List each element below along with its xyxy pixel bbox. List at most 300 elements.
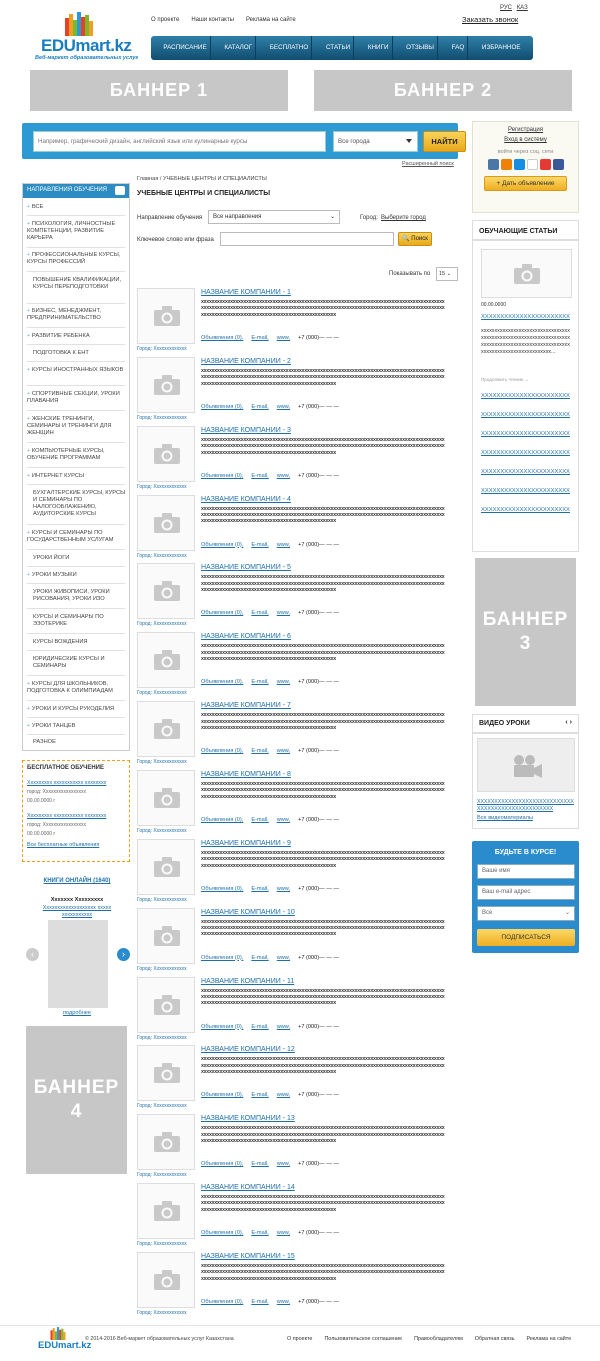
footer-link-ads[interactable]: Реклама на сайте	[526, 1336, 572, 1342]
city-select-value: Все города	[338, 138, 370, 145]
company-card	[137, 495, 457, 564]
company-name[interactable]: НАЗВАНИЕ КОМПАНИИ - 5	[201, 564, 291, 572]
category-item[interactable]: + КУРСЫ ИНОСТРАННЫХ ЯЗЫКОВ	[27, 367, 127, 374]
company-ads-link[interactable]: Объявления (0),	[201, 335, 244, 341]
top-link-contacts[interactable]: Наши контакты	[191, 17, 234, 23]
company-ads-link[interactable]: Объявления (0),	[201, 472, 244, 479]
company-links	[201, 886, 339, 892]
company-description: xxxxxxxxxxxxxxxxxxxxxxxxxxxxxxxxxxxxxxxxxxxxxxxxxxxxxxxxxxxxxxxxxxxxxxxxxxxxxxxxxxxxxxxxxxxxxxxxxxxxxxxxxxxxxxxxxxxxxxxxxxxxxxxxxxxxxxxxxxxxxxxxxxxxxxxxxxxxxxxxxxxxxxxxxxxxxxxxxxxxxxxxxxxxxxxxxxxxxxxxxxxxxxxxxxxxxxxxxxxxxxxxxxxxxxxxxxx	[201, 1125, 445, 1144]
book-author: Хxxxxxx Хxxxxxxxx	[50, 897, 104, 903]
company-city-label: Город:	[137, 1034, 154, 1041]
company-city-value[interactable]: Хxxxxxxxxxxxx	[153, 759, 187, 766]
facebook-icon[interactable]	[553, 159, 564, 170]
company-email-link[interactable]: E-mail,	[251, 1092, 269, 1099]
yandex-icon[interactable]	[540, 159, 551, 170]
company-card	[137, 288, 457, 357]
lang-rus[interactable]: РУС	[500, 5, 513, 11]
company-www-link[interactable]: www,	[276, 1023, 291, 1030]
company-www-link[interactable]: www,	[276, 885, 291, 892]
company-name[interactable]: НАЗВАНИЕ КОМПАНИИ - 9	[201, 839, 291, 847]
per-page-label: Показывать по	[389, 271, 431, 277]
company-photo[interactable]	[137, 977, 195, 1033]
city-label: Город:	[360, 215, 378, 221]
category-item[interactable]: ПОВЫШЕНИЕ КВАЛИФИКАЦИИ, КУРСЫ ПЕРЕПОДГОТОВКИ	[33, 277, 122, 290]
camera-icon	[153, 1131, 181, 1153]
company-photo[interactable]	[137, 288, 195, 344]
company-city-value[interactable]: Хxxxxxxxxxxxx	[153, 827, 187, 834]
mailru-icon[interactable]	[514, 159, 525, 170]
company-city-value[interactable]: Хxxxxxxxxxxxx	[153, 346, 187, 352]
footer-link-feedback[interactable]: Обратная связь	[474, 1336, 515, 1342]
company-email-link[interactable]: E-mail,	[251, 816, 269, 823]
banner-3[interactable]: БАННЕР 3	[475, 558, 576, 706]
company-ads-link[interactable]: Объявления (0),	[201, 885, 244, 892]
google-icon[interactable]	[527, 159, 538, 170]
company-name[interactable]: НАЗВАНИЕ КОМПАНИИ - 15	[201, 1252, 295, 1260]
company-links	[201, 473, 339, 479]
nav-free[interactable]: БЕСПЛАТНО	[267, 36, 313, 60]
article-date: 00.00.0000	[481, 302, 507, 308]
camera-icon	[153, 787, 181, 809]
register-link[interactable]: Регистрация	[507, 127, 544, 133]
company-name[interactable]: НАЗВАНИЕ КОМПАНИИ - 8	[201, 770, 291, 778]
company-city	[137, 415, 187, 421]
video-arrows-icon[interactable]: ‹ ›	[565, 719, 572, 726]
company-phone: +7 (000)— — —	[298, 335, 339, 341]
company-city	[137, 346, 187, 352]
category-item[interactable]: УРОКИ ЖИВОПИСИ, УРОКИ РИСОВАНИЯ, УРОКИ ИЗО	[33, 589, 110, 602]
company-city-label: Город:	[137, 621, 154, 628]
company-ads-link[interactable]: Объявления (0),	[201, 954, 244, 961]
company-phone: +7 (000)— — —	[298, 541, 339, 548]
company-city	[137, 1241, 187, 1247]
books-logo-icon	[49, 1326, 67, 1340]
odnoklassniki-icon[interactable]	[501, 159, 512, 170]
article-link[interactable]: XXXXXXXXXXXXXXXXXXXXXXX	[481, 431, 570, 437]
company-city-label: Город:	[137, 414, 154, 421]
company-city-value[interactable]: Хxxxxxxxxxxxx	[153, 690, 187, 697]
company-city-value[interactable]: Хxxxxxxxxxxxx	[153, 621, 187, 628]
article-excerpt: xxxxxxxxxxxxxxxxxxxxxxxxxxxxxxxxxxxxxxxxxxxxxxxxxxxxxxxxxxxxxxxxxxxxxxxxxxxxxxxxxxxxxxxxxxxxxxxxxxxxxxxxxxxxxxxxxxxxxxxxxxxxx...	[481, 328, 570, 355]
auth-box	[472, 121, 579, 213]
company-card	[137, 563, 457, 632]
camera-icon	[153, 512, 181, 534]
company-email-link[interactable]: E-mail,	[251, 748, 269, 755]
login-link[interactable]: Вход в систему	[504, 137, 547, 143]
company-name[interactable]: НАЗВАНИЕ КОМПАНИИ - 1	[201, 289, 291, 296]
book-more-link[interactable]: подробнее	[62, 1010, 92, 1016]
company-city-label: Город:	[137, 965, 154, 972]
free-item-date: 00.00.0000 г	[27, 798, 56, 804]
company-www-link[interactable]: www,	[276, 679, 291, 686]
company-email-link[interactable]: E-mail,	[251, 954, 269, 961]
keyword-label: Ключевое слово или фраза	[137, 237, 214, 243]
subscribe-select-value: Все	[482, 910, 493, 916]
direction-select[interactable]	[208, 210, 340, 224]
email-field[interactable]: Ваш e-mail адрес	[477, 885, 575, 900]
company-phone: +7 (000)— — —	[298, 1092, 339, 1099]
articles-widget	[472, 220, 579, 552]
social-login-label: войти через соц. сети	[497, 149, 554, 155]
company-photo[interactable]	[137, 1045, 195, 1101]
company-links	[201, 542, 339, 548]
search-bar	[22, 123, 458, 159]
company-city-value[interactable]: Хxxxxxxxxxxxx	[153, 552, 187, 559]
nav-schedule[interactable]: РАСПИСАНИЕ	[160, 36, 210, 60]
category-sidebar	[22, 183, 130, 751]
company-card	[137, 1183, 457, 1252]
company-photo[interactable]	[137, 1114, 195, 1170]
category-item[interactable]: ЮРИДИЧЕСКИЕ КУРСЫ И СЕМИНАРЫ	[33, 656, 105, 669]
company-ads-link[interactable]: Объявления (0),	[201, 1230, 244, 1237]
per-page-select[interactable]: 15 ⌄	[436, 267, 458, 281]
camera-icon	[153, 925, 181, 947]
company-card	[137, 1045, 457, 1114]
company-photo[interactable]	[137, 426, 195, 482]
company-name[interactable]: НАЗВАНИЕ КОМПАНИИ - 12	[201, 1046, 295, 1054]
free-education-box	[22, 760, 130, 862]
company-photo[interactable]	[137, 563, 195, 619]
nav-books[interactable]: КНИГИ	[365, 36, 393, 60]
company-ads-link[interactable]: Объявления (0),	[201, 541, 244, 548]
nav-favorites[interactable]: ИЗБРАННОЕ	[481, 44, 521, 51]
company-city-value[interactable]: Хxxxxxxxxxxxx	[153, 1241, 187, 1248]
company-card	[137, 908, 457, 977]
company-city-label: Город:	[137, 827, 154, 834]
video-title-bar	[473, 715, 578, 734]
company-ads-link[interactable]: Объявления (0),	[201, 1298, 244, 1305]
search-button[interactable]: НАЙТИ	[423, 131, 466, 152]
company-ads-link[interactable]: Объявления (0),	[201, 679, 244, 686]
free-item-title[interactable]: Хxxxxxxxx xxxxxxxxxxx xxxxxxxx	[27, 813, 107, 819]
article-link[interactable]: XXXXXXXXXXXXXXXXXXXXXXX	[481, 450, 570, 456]
per-page-value: 15	[439, 271, 446, 277]
next-arrow-icon[interactable]: ›	[117, 948, 130, 961]
company-phone: +7 (000)— — —	[298, 1023, 339, 1030]
company-email-link[interactable]: E-mail,	[251, 679, 269, 686]
company-photo[interactable]	[137, 1252, 195, 1308]
company-email-link[interactable]: E-mail,	[251, 403, 269, 410]
company-links	[201, 1161, 339, 1167]
company-email-link[interactable]: E-mail,	[251, 610, 269, 617]
company-photo[interactable]	[137, 632, 195, 688]
camera-icon	[153, 1200, 181, 1222]
company-ads-link[interactable]: Объявления (0),	[201, 610, 244, 617]
company-description: xxxxxxxxxxxxxxxxxxxxxxxxxxxxxxxxxxxxxxxxxxxxxxxxxxxxxxxxxxxxxxxxxxxxxxxxxxxxxxxxxxxxxxxxxxxxxxxxxxxxxxxxxxxxxxxxxxxxxxxxxxxxxxxxxxxxxxxxxxxxxxxxxxxxxxxxxxxxxxxxxxxxxxxxxxxxxxxxxxxxxxxxxxxxxxxxxxxxxxxxxxxxxxxxxxxxxxxxxxxxxxxxxxxxxxxxxxx	[201, 436, 445, 456]
company-email-link[interactable]: E-mail,	[251, 472, 269, 479]
company-description: xxxxxxxxxxxxxxxxxxxxxxxxxxxxxxxxxxxxxxxxxxxxxxxxxxxxxxxxxxxxxxxxxxxxxxxxxxxxxxxxxxxxxxxxxxxxxxxxxxxxxxxxxxxxxxxxxxxxxxxxxxxxxxxxxxxxxxxxxxxxxxxxxxxxxxxxxxxxxxxxxxxxxxxxxxxxxxxxxxxxxxxxxxxxxxxxxxxxxxxxxxxxxxxxxxxxxxxxxxxxxxxxxxxxxxxxxxx	[201, 643, 445, 663]
company-links	[201, 748, 339, 754]
article-link[interactable]: XXXXXXXXXXXXXXXXXXXXXXX	[481, 507, 570, 513]
subscribe-box	[472, 841, 579, 953]
company-name[interactable]: НАЗВАНИЕ КОМПАНИИ - 2	[201, 357, 291, 365]
read-more-link[interactable]: Продолжить чтение →	[481, 377, 530, 382]
footer-links	[287, 1336, 571, 1342]
company-city-value[interactable]: Хxxxxxxxxxxxx	[153, 414, 187, 421]
company-name[interactable]: НАЗВАНИЕ КОМПАНИИ - 13	[201, 1115, 295, 1123]
company-email-link[interactable]: E-mail,	[251, 335, 269, 341]
company-name[interactable]: НАЗВАНИЕ КОМПАНИИ - 14	[201, 1184, 295, 1192]
book-cover[interactable]	[48, 920, 108, 1008]
video-title: ВИДЕО УРОКИ	[479, 720, 530, 727]
category-item[interactable]: + ВСЕ	[27, 204, 127, 211]
company-city	[137, 553, 187, 559]
company-ads-link[interactable]: Объявления (0),	[201, 1161, 244, 1168]
brand-tagline: Веб-маркет образовательных услуг	[35, 55, 139, 61]
search-icon: 🔍	[402, 236, 410, 242]
company-description: xxxxxxxxxxxxxxxxxxxxxxxxxxxxxxxxxxxxxxxxxxxxxxxxxxxxxxxxxxxxxxxxxxxxxxxxxxxxxxxxxxxxxxxxxxxxxxxxxxxxxxxxxxxxxxxxxxxxxxxxxxxxxxxxxxxxxxxxxxxxxxxxxxxxxxxxxxxxxxxxxxxxxxxxxxxxxxxxxxxxxxxxxxxxxxxxxxxxxxxxxxxxxxxxxxxxxxxxxxxxxxxxxxxxxxxxxxx	[201, 574, 445, 594]
company-city	[137, 966, 187, 972]
callback-link[interactable]: Заказать звонок	[462, 15, 519, 24]
banner-4[interactable]: БАННЕР 4	[26, 1026, 127, 1174]
company-description: xxxxxxxxxxxxxxxxxxxxxxxxxxxxxxxxxxxxxxxxxxxxxxxxxxxxxxxxxxxxxxxxxxxxxxxxxxxxxxxxxxxxxxxxxxxxxxxxxxxxxxxxxxxxxxxxxxxxxxxxxxxxxxxxxxxxxxxxxxxxxxxxxxxxxxxxxxxxxxxxxxxxxxxxxxxxxxxxxxxxxxxxxxxxxxxxxxxxxxxxxxxxxxxxxxxxxxxxxxxxxxxxxxxxxxxxxxx	[201, 712, 445, 731]
company-card	[137, 426, 457, 495]
camera-icon	[153, 580, 181, 602]
company-photo[interactable]	[137, 357, 195, 413]
category-item[interactable]: + КОМПЬЮТЕРНЫЕ КУРСЫ, ОБУЧЕНИЕ ПРОГРАММАМ	[27, 448, 127, 462]
category-item[interactable]: + БИЗНЕС, МЕНЕДЖМЕНТ, ПРЕДПРИНИМАТЕЛЬСТВО	[27, 308, 127, 322]
camera-icon	[153, 649, 181, 671]
company-links	[201, 610, 339, 616]
company-phone: +7 (000)— — —	[298, 885, 339, 892]
footer-link-about[interactable]: О проекте	[287, 1336, 313, 1342]
company-card	[137, 770, 457, 839]
company-www-link[interactable]: www,	[276, 1298, 291, 1305]
category-item[interactable]: + КУРСЫ И СЕМИНАРЫ ПО ГОСУДАРСТВЕННЫМ УСЛУГАМ	[27, 530, 127, 544]
category-sidebar-header	[23, 184, 129, 198]
articles-title: ОБУЧАЮЩИЕ СТАТЬИ	[473, 221, 578, 241]
company-links	[201, 679, 339, 685]
nav-catalog[interactable]: КАТАЛОГ	[221, 36, 256, 60]
company-www-link[interactable]: www,	[276, 335, 291, 341]
language-switch	[497, 5, 528, 11]
category-item[interactable]: + СПОРТИВНЫЕ СЕКЦИИ, УРОКИ ПЛАВАНИЯ	[27, 391, 127, 405]
main-nav	[151, 36, 533, 60]
company-name[interactable]: НАЗВАНИЕ КОМПАНИИ - 7	[201, 702, 291, 710]
all-videos-link[interactable]: Все видеоматериалы	[477, 815, 533, 821]
top-link-about[interactable]: О проекте	[151, 17, 180, 23]
nav-faq[interactable]: FAQ	[449, 36, 469, 60]
page-title: УЧЕБНЫЕ ЦЕНТРЫ И СПЕЦИАЛИСТЫ	[137, 190, 271, 197]
company-email-link[interactable]: E-mail,	[251, 1023, 269, 1030]
company-email-link[interactable]: E-mail,	[251, 541, 269, 548]
company-card	[137, 701, 457, 770]
chevron-down-icon	[406, 139, 412, 143]
company-card	[137, 839, 457, 908]
company-city-label: Город:	[137, 759, 154, 766]
camera-icon	[153, 856, 181, 878]
direction-label: Направление обучения	[137, 215, 203, 221]
company-description: xxxxxxxxxxxxxxxxxxxxxxxxxxxxxxxxxxxxxxxxxxxxxxxxxxxxxxxxxxxxxxxxxxxxxxxxxxxxxxxxxxxxxxxxxxxxxxxxxxxxxxxxxxxxxxxxxxxxxxxxxxxxxxxxxxxxxxxxxxxxxxxxxxxxxxxxxxxxxxxxxxxxxxxxxxxxxxxxxxxxxxxxxxxxxxxxxxxxxxxxxxxxxxxxxxxxxxxxxxxxxxxxxxxxxxxxxxx	[201, 367, 445, 387]
camera-icon	[153, 374, 181, 396]
category-item[interactable]: + ЖЕНСКИЕ ТРЕНИНГИ, СЕМИНАРЫ И ТРЕНИНГИ ДЛЯ ЖЕНЩИН	[27, 416, 127, 437]
company-city-value[interactable]: Хxxxxxxxxxxxx	[153, 1172, 187, 1179]
banner-1[interactable]: БАННЕР 1	[30, 70, 288, 111]
category-item[interactable]: + ИНТЕРНЕТ КУРСЫ	[27, 473, 127, 480]
company-www-link[interactable]: www,	[276, 472, 291, 479]
site-logo[interactable]	[35, 10, 145, 65]
company-city-value[interactable]: Хxxxxxxxxxxxx	[153, 1309, 187, 1316]
footer-link-terms[interactable]: Пользовательское соглашение	[324, 1336, 403, 1342]
company-email-link[interactable]: E-mail,	[251, 1298, 269, 1305]
breadcrumb[interactable]: Главная / УЧЕБНЫЕ ЦЕНТРЫ И СПЕЦИАЛИСТЫ	[137, 176, 267, 182]
subscribe-select[interactable]	[477, 906, 575, 921]
company-www-link[interactable]: www,	[276, 1092, 291, 1099]
books-title[interactable]: КНИГИ ОНЛАЙН (1640)	[43, 878, 111, 884]
brand-name: EDUmart.kz	[41, 36, 132, 55]
article-link[interactable]: XXXXXXXXXXXXXXXXXXXXXXX	[481, 469, 570, 475]
category-item[interactable]: ПОДГОТОВКА К ЕНТ	[33, 350, 89, 356]
company-ads-link[interactable]: Объявления (0),	[201, 403, 244, 410]
camera-icon	[513, 263, 541, 285]
company-links	[201, 955, 339, 961]
company-city-label: Город:	[137, 346, 154, 352]
category-item[interactable]: БУХГАЛТЕРСКИЕ КУРСЫ, КУРСЫ И СЕМИНАРЫ ПО НАЛОГООБЛАЖЕНИЮ, АУДИТОРСКИЕ КУРСЫ	[33, 490, 126, 517]
category-item[interactable]: УРОКИ ЙОГИ	[33, 555, 70, 561]
video-camera-icon	[511, 754, 543, 778]
company-ads-link[interactable]: Объявления (0),	[201, 1092, 244, 1099]
company-card	[137, 1114, 457, 1183]
company-name[interactable]: НАЗВАНИЕ КОМПАНИИ - 6	[201, 633, 291, 641]
company-phone: +7 (000)— — —	[298, 1298, 339, 1305]
category-item[interactable]: КУРСЫ И СЕМИНАРЫ ПО ЭЗОТЕРИКЕ	[33, 614, 104, 627]
category-item[interactable]: РАЗНОЕ	[33, 739, 56, 745]
company-phone: +7 (000)— — —	[298, 1161, 339, 1168]
free-item-city: город: Хxxxxxxxxxxxxxxxx	[27, 822, 86, 828]
category-item[interactable]: + ПСИХОЛОГИЯ, ЛИЧНОСТНЫЕ КОМПЕТЕНЦИИ, РАЗВИТИЕ КАРЬЕРА	[27, 221, 127, 242]
video-thumbnail[interactable]	[477, 738, 575, 792]
company-city-value[interactable]: Хxxxxxxxxxxxx	[153, 896, 187, 903]
company-photo[interactable]	[137, 495, 195, 551]
company-www-link[interactable]: www,	[276, 954, 291, 961]
video-widget	[472, 714, 579, 829]
company-links	[201, 1230, 339, 1236]
company-city	[137, 690, 187, 696]
chevron-down-icon: ⌄	[329, 214, 335, 220]
company-city-value[interactable]: Хxxxxxxxxxxxx	[153, 483, 187, 490]
company-description: xxxxxxxxxxxxxxxxxxxxxxxxxxxxxxxxxxxxxxxxxxxxxxxxxxxxxxxxxxxxxxxxxxxxxxxxxxxxxxxxxxxxxxxxxxxxxxxxxxxxxxxxxxxxxxxxxxxxxxxxxxxxxxxxxxxxxxxxxxxxxxxxxxxxxxxxxxxxxxxxxxxxxxxxxxxxxxxxxxxxxxxxxxxxxxxxxxxxxxxxxxxxxxxxxxxxxxxxxxxxxxxxxxxxxxxxxxx	[201, 918, 445, 938]
company-name[interactable]: НАЗВАНИЕ КОМПАНИИ - 3	[201, 426, 291, 434]
company-www-link[interactable]: www,	[276, 816, 291, 823]
company-email-link[interactable]: E-mail,	[251, 1161, 269, 1168]
company-city-label: Город:	[137, 1103, 154, 1110]
company-description: xxxxxxxxxxxxxxxxxxxxxxxxxxxxxxxxxxxxxxxxxxxxxxxxxxxxxxxxxxxxxxxxxxxxxxxxxxxxxxxxxxxxxxxxxxxxxxxxxxxxxxxxxxxxxxxxxxxxxxxxxxxxxxxxxxxxxxxxxxxxxxxxxxxxxxxxxxxxxxxxxxxxxxxxxxxxxxxxxxxxxxxxxxxxxxxxxxxxxxxxxxxxxxxxxxxxxxxxxxxxxxxxxxxxxxxxxxx	[201, 505, 445, 525]
book-title[interactable]: Хxxxxxxxxxxxxxxxxxx xxxxxxxxxxxxxxxx	[42, 905, 112, 918]
footer-link-rights[interactable]: Правообладателям	[414, 1336, 463, 1342]
company-phone: +7 (000)— — —	[298, 1230, 339, 1237]
company-city-label: Город:	[137, 1309, 154, 1316]
company-photo[interactable]	[137, 770, 195, 826]
add-ad-button[interactable]: + Дать объявление	[484, 176, 567, 191]
company-email-link[interactable]: E-mail,	[251, 1230, 269, 1237]
video-link[interactable]: XXXXXXXXXXXXXXXXXXXXXXXXXXXXXXXXXXXXXXXXXXXXXXXXXX	[477, 799, 574, 812]
category-item[interactable]: + УРОКИ ТАНЦЕВ	[27, 723, 127, 730]
company-photo[interactable]	[137, 1183, 195, 1239]
category-item[interactable]: + ПРОФЕССИОНАЛЬНЫЕ КУРСЫ, КУРСЫ ПРОФЕССИЙ	[27, 252, 127, 266]
article-link[interactable]: XXXXXXXXXXXXXXXXXXXXXXX	[481, 488, 570, 494]
choose-city-link[interactable]: Выберите город	[381, 215, 426, 221]
copyright: © 2014-2016 Веб-маркет образовательных услуг Казахстана	[85, 1336, 234, 1342]
nav-articles[interactable]: СТАТЬИ	[323, 36, 354, 60]
company-www-link[interactable]: www,	[276, 1161, 291, 1168]
company-city-value[interactable]: Хxxxxxxxxxxxx	[153, 1103, 187, 1110]
company-www-link[interactable]: www,	[276, 541, 291, 548]
company-city	[137, 1172, 187, 1178]
company-links	[201, 1024, 339, 1030]
company-city-value[interactable]: Хxxxxxxxxxxxx	[153, 1034, 187, 1041]
company-www-link[interactable]: www,	[276, 610, 291, 617]
company-photo[interactable]	[137, 701, 195, 757]
article-title-link[interactable]: XXXXXXXXXXXXXXXXXXXXXXX	[481, 314, 570, 320]
category-item[interactable]: + УРОКИ МУЗЫКИ	[27, 572, 127, 579]
name-field[interactable]: Ваше имя	[477, 864, 575, 879]
prev-arrow-icon[interactable]: ‹	[26, 948, 39, 961]
category-item[interactable]: + КУРСЫ ДЛЯ ШКОЛЬНИКОВ, ПОДГОТОВКА К ОЛИМПИАДАМ	[27, 681, 127, 695]
nav-reviews[interactable]: ОТЗЫВЫ	[403, 36, 438, 60]
subscribe-button[interactable]: ПОДПИСАТЬСЯ	[477, 929, 575, 946]
category-item[interactable]: КУРСЫ ВОЖДЕНИЯ	[33, 639, 88, 645]
footer-brand: EDUmart.kz	[38, 1340, 92, 1351]
article-link[interactable]: XXXXXXXXXXXXXXXXXXXXXXX	[481, 412, 570, 418]
company-name[interactable]: НАЗВАНИЕ КОМПАНИИ - 10	[201, 908, 295, 916]
company-links	[201, 335, 339, 341]
camera-icon	[153, 1269, 181, 1291]
company-links	[201, 404, 339, 410]
all-free-ads-link[interactable]: Все бесплатные объявления	[27, 842, 100, 848]
advanced-search-link[interactable]: Расширенный поиск	[402, 161, 454, 167]
company-www-link[interactable]: www,	[276, 1230, 291, 1237]
company-name[interactable]: НАЗВАНИЕ КОМПАНИИ - 4	[201, 495, 291, 503]
category-item[interactable]: + УРОКИ И КУРСЫ РУКОДЕЛИЯ	[27, 706, 127, 713]
vk-icon[interactable]	[488, 159, 499, 170]
company-name[interactable]: НАЗВАНИЕ КОМПАНИИ - 11	[201, 977, 295, 985]
banner-2[interactable]: БАННЕР 2	[314, 70, 572, 111]
category-item[interactable]: + РАЗВИТИЕ РЕБЕНКА	[27, 333, 127, 340]
company-city	[137, 897, 187, 903]
company-city-label: Город:	[137, 1241, 154, 1248]
company-description: xxxxxxxxxxxxxxxxxxxxxxxxxxxxxxxxxxxxxxxxxxxxxxxxxxxxxxxxxxxxxxxxxxxxxxxxxxxxxxxxxxxxxxxxxxxxxxxxxxxxxxxxxxxxxxxxxxxxxxxxxxxxxxxxxxxxxxxxxxxxxxxxxxxxxxxxxxxxxxxxxxxxxxxxxxxxxxxxxxxxxxxxxxxxxxxxxxxxxxxxxxxxxxxxxxxxxxxxxxxxxxxxxxxxxxxxxxx	[201, 780, 445, 800]
company-city-label: Город:	[137, 896, 154, 903]
online-books-widget	[22, 878, 132, 1018]
company-city-label: Город:	[137, 483, 154, 490]
company-www-link[interactable]: www,	[276, 403, 291, 410]
lang-kaz[interactable]: КАЗ	[516, 5, 528, 11]
company-photo[interactable]	[137, 908, 195, 964]
top-links	[151, 17, 296, 23]
camera-icon	[153, 994, 181, 1016]
filter-search-button[interactable]	[398, 232, 432, 246]
city-select[interactable]	[333, 131, 418, 152]
company-description: xxxxxxxxxxxxxxxxxxxxxxxxxxxxxxxxxxxxxxxxxxxxxxxxxxxxxxxxxxxxxxxxxxxxxxxxxxxxxxxxxxxxxxxxxxxxxxxxxxxxxxxxxxxxxxxxxxxxxxxxxxxxxxxxxxxxxxxxxxxxxxxxxxxxxxxxxxxxxxxxxxxxxxxxxxxxxxxxxxxxxxxxxxxxxxxxxxxxxxxxxxxxxxxxxxxxxxxxxxxxxxxxxxxxxxxxxxx	[201, 1056, 445, 1076]
free-item-title[interactable]: Хxxxxxxxx xxxxxxxxxxx xxxxxxxx	[27, 780, 107, 786]
company-city-label: Город:	[137, 690, 154, 697]
company-ads-link[interactable]: Объявления (0),	[201, 1023, 244, 1030]
article-link[interactable]: XXXXXXXXXXXXXXXXXXXXXXX	[481, 393, 570, 399]
top-link-ads[interactable]: Реклама на сайте	[245, 17, 296, 23]
company-ads-link[interactable]: Объявления (0),	[201, 748, 244, 755]
chevron-down-icon: ⌄	[564, 910, 570, 916]
company-phone: +7 (000)— — —	[298, 748, 339, 755]
footer-logo[interactable]	[38, 1326, 92, 1360]
keyword-input[interactable]	[220, 232, 394, 246]
article-image[interactable]	[481, 249, 572, 298]
company-photo[interactable]	[137, 839, 195, 895]
search-input[interactable]: Например, графический дизайн, английский язык или кулинарные курсы	[33, 131, 326, 152]
company-city-value[interactable]: Хxxxxxxxxxxxx	[153, 965, 187, 972]
company-ads-link[interactable]: Объявления (0),	[201, 816, 244, 823]
company-www-link[interactable]: www,	[276, 748, 291, 755]
company-email-link[interactable]: E-mail,	[251, 885, 269, 892]
